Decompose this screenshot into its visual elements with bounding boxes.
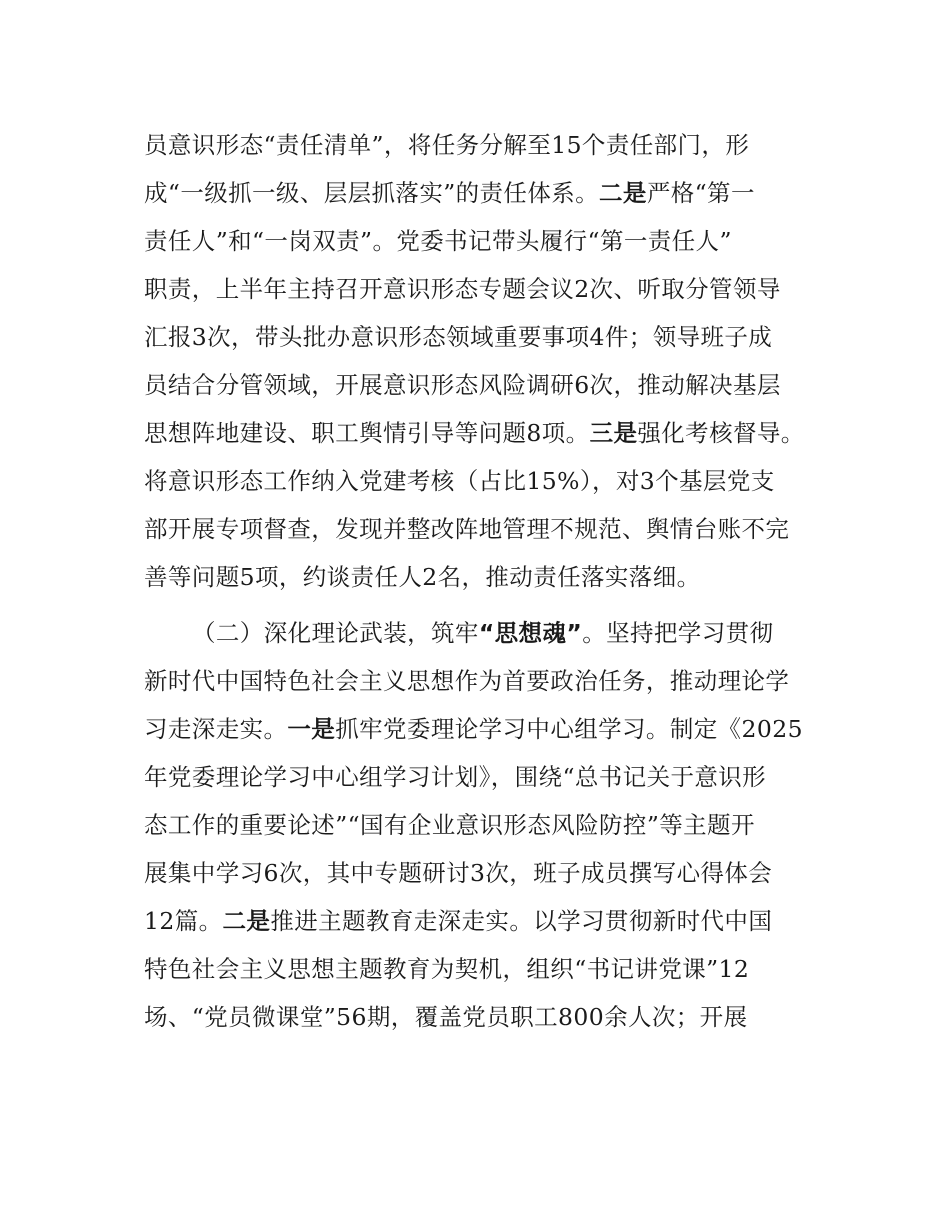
text-run: 将意识形态工作纳入党建考核（占比15%），对3个基层党支	[144, 467, 775, 495]
paragraph-line	[144, 562, 701, 592]
text-run: 思想阵地建设、职工舆情引导等问题8项。	[144, 419, 590, 447]
paragraph-line	[144, 370, 781, 400]
paragraph-line	[144, 418, 805, 448]
paragraph-line	[144, 514, 789, 544]
text-run: 推进主题教育走深走实。以学习贯彻新时代中国	[270, 907, 773, 935]
text-run: 态工作的重要论述”“国有企业意识形态风险防控”等主题开	[144, 811, 755, 839]
paragraph-line	[144, 130, 749, 160]
text-run: 部开展专项督查，发现并整改阵地管理不规范、舆情台账不完	[144, 515, 790, 543]
text-run: 12篇。	[144, 907, 223, 935]
paragraph-line	[144, 226, 732, 256]
text-run: 。坚持把学习贯彻	[582, 619, 774, 647]
text-run: 职责，上半年主持召开意识形态专题会议2次、听取分管领导	[144, 275, 781, 303]
text-run: 新时代中国特色社会主义思想作为首要政治任务，推动理论学	[144, 667, 790, 695]
text-run: 责任人”和“一岗双责”。党委书记带头履行“第一责任人”	[144, 227, 732, 255]
paragraph-line	[144, 274, 781, 304]
paragraph-line	[144, 858, 772, 888]
text-run: 强化考核督导。	[637, 419, 805, 447]
text-run: 成“一级抓一级、层层抓落实”的责任体系。	[144, 179, 600, 207]
paragraph-line	[144, 954, 749, 984]
section-heading-line	[192, 618, 773, 648]
text-run: 严格“第一	[646, 179, 755, 207]
paragraph-line	[144, 906, 772, 936]
text-run: 汇报3次，带头批办意识形态领域重要事项4件；领导班子成	[144, 323, 773, 351]
text-run: 抓牢党委理论学习中心组学习。制定《2025	[335, 715, 803, 743]
paragraph-line	[144, 762, 766, 792]
emphasis-marker: 二是	[599, 179, 647, 207]
emphasis-marker: 二是	[222, 907, 271, 935]
paragraph-line	[144, 810, 755, 840]
text-run: 年党委理论学习中心组学习计划》，围绕“总书记关于意识形	[144, 763, 767, 791]
text-run: 特色社会主义思想主题教育为契机，组织“书记讲党课”12	[144, 955, 750, 983]
text-run: （二）深化理论武装，筑牢	[192, 619, 479, 647]
text-run: 善等问题5项，约谈责任人2名，推动责任落实落细。	[144, 563, 701, 591]
text-run: 场、“党员微课堂”56期，覆盖党员职工800余人次；开展	[144, 1003, 748, 1031]
paragraph-line	[144, 714, 803, 744]
paragraph-line	[144, 466, 775, 496]
emphasis-marker: 一是	[287, 715, 336, 743]
emphasis-marker: 三是	[589, 419, 638, 447]
text-run: 员结合分管领域，开展意识形态风险调研6次，推动解决基层	[144, 371, 781, 399]
paragraph-line	[144, 322, 772, 352]
text-run: 习走深走实。	[144, 715, 288, 743]
paragraph-line	[144, 666, 789, 696]
paragraph-line	[144, 178, 755, 208]
paragraph-line	[144, 1002, 747, 1032]
emphasis-marker: “思想魂”	[478, 619, 583, 647]
text-run: 员意识形态“责任清单”，将任务分解至15个责任部门，形	[144, 131, 750, 159]
text-run: 展集中学习6次，其中专题研讨3次，班子成员撰写心得体会	[144, 859, 773, 887]
